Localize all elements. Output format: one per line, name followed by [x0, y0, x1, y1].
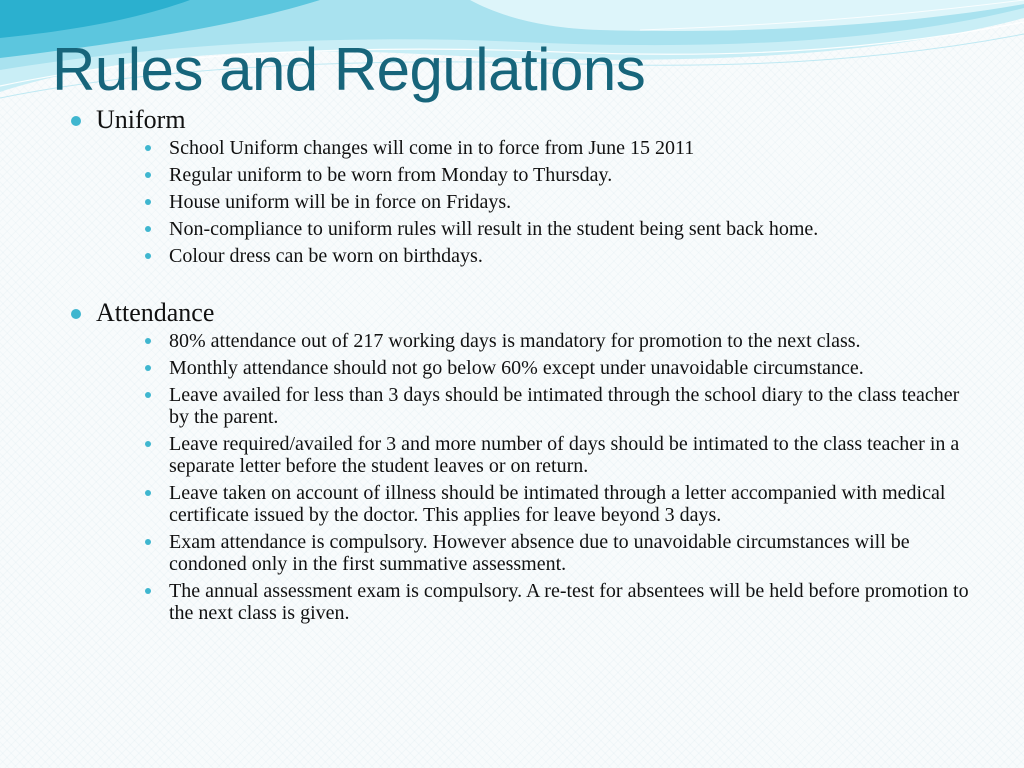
list-item: [169, 330, 980, 352]
list-item-text: Exam attendance is compulsory. However absence due to unavoidable circumstances will be condoned only in the first summative assessment.: [169, 531, 910, 575]
list-item: [169, 191, 980, 213]
list-item-text: Regular uniform to be worn from Monday to Thursday.: [169, 164, 613, 186]
list-item: [169, 482, 980, 526]
bullet-dot-icon: [145, 365, 151, 371]
bullet-dot-icon: [145, 588, 151, 594]
list-item-text: The annual assessment exam is compulsory. A re-test for absentees will be held before promotion to the next class is given.: [169, 580, 969, 624]
slide-content: [70, 104, 980, 629]
bullet-dot-icon: [145, 199, 151, 205]
section-heading-text: Attendance: [96, 298, 215, 327]
section-uniform: [70, 104, 980, 267]
bullet-dot-icon: [145, 172, 151, 178]
bullet-dot-icon: [145, 539, 151, 545]
list-item: [169, 137, 980, 159]
bullet-dot-icon: [145, 392, 151, 398]
section-heading-text: Uniform: [96, 105, 186, 134]
bullet-dot-icon: [145, 441, 151, 447]
section-heading-attendance: [70, 297, 980, 329]
uniform-rules-list: [70, 137, 980, 267]
list-item-text: Non-compliance to uniform rules will result in the student being sent back home.: [169, 218, 819, 240]
list-item-text: Leave required/availed for 3 and more number of days should be intimated to the class teacher in a separate letter before the student leaves or on return.: [169, 433, 960, 477]
slide-title: Rules and Regulations: [52, 36, 646, 103]
list-item-text: 80% attendance out of 217 working days is mandatory for promotion to the next class.: [169, 330, 861, 352]
list-item: [169, 531, 980, 575]
list-item-text: Colour dress can be worn on birthdays.: [169, 245, 483, 267]
list-item-text: Monthly attendance should not go below 60% except under unavoidable circumstance.: [169, 357, 864, 379]
list-item: [169, 433, 980, 477]
list-item: [169, 164, 980, 186]
list-item-text: House uniform will be in force on Fridays.: [169, 191, 512, 213]
bullet-dot-icon: [71, 309, 81, 319]
list-item: [169, 218, 980, 240]
section-attendance: [70, 297, 980, 624]
section-heading-uniform: [70, 104, 980, 136]
bullet-dot-icon: [145, 490, 151, 496]
bullet-dot-icon: [145, 253, 151, 259]
list-item: [169, 580, 980, 624]
bullet-dot-icon: [145, 226, 151, 232]
list-item: [169, 384, 980, 428]
list-item: [169, 245, 980, 267]
list-item: [169, 357, 980, 379]
bullet-dot-icon: [145, 338, 151, 344]
bullet-dot-icon: [145, 145, 151, 151]
list-item-text: Leave taken on account of illness should be intimated through a letter accompanied with medical certificate issued by the doctor. This applies for leave beyond 3 days.: [169, 482, 946, 526]
list-item-text: Leave availed for less than 3 days should be intimated through the school diary to the class teacher by the parent.: [169, 384, 960, 428]
attendance-rules-list: [70, 330, 980, 624]
list-item-text: School Uniform changes will come in to force from June 15 2011: [169, 137, 695, 159]
bullet-dot-icon: [71, 116, 81, 126]
